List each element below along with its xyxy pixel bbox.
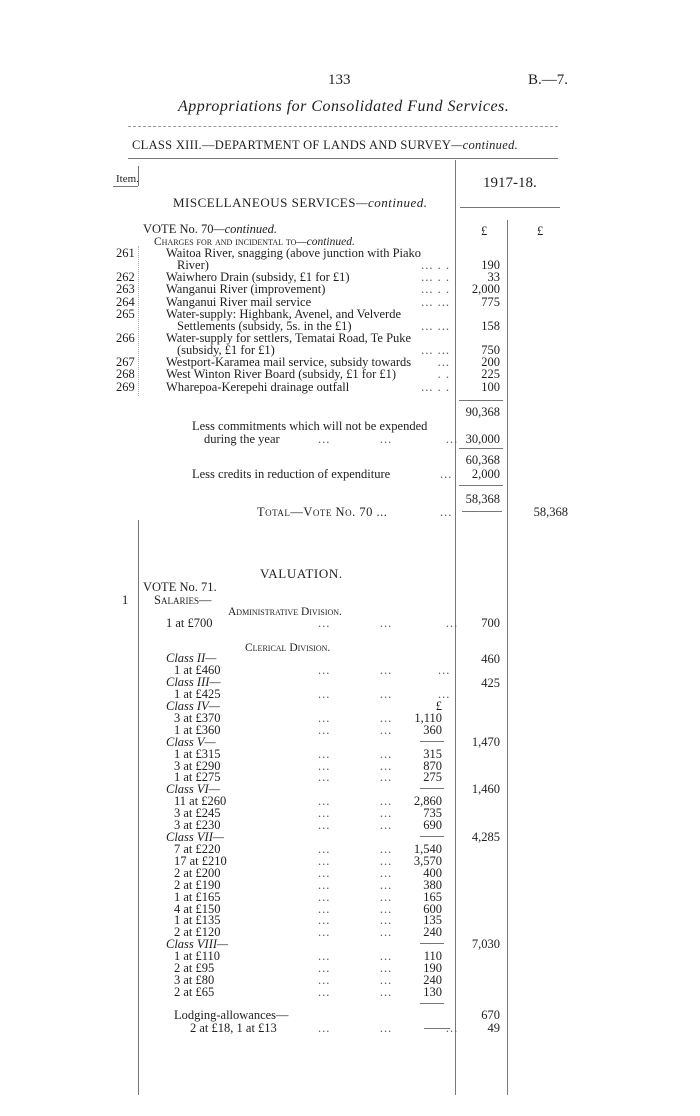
class-row-label: 3 at £230 <box>174 818 221 833</box>
misc-row-amount: 225 <box>481 367 500 382</box>
less-commitments-line-1: Less commitments which will not be expended <box>192 419 428 433</box>
misc-item-number: 267 <box>116 355 135 370</box>
class-row-sub-amount: 400 <box>423 865 442 880</box>
class-row-label: 1 at £275 <box>174 770 221 785</box>
class-row-label: 7 at £220 <box>174 842 221 856</box>
class-row-label: 1 at £460 <box>174 663 221 677</box>
class-heading: Class IV— <box>166 698 220 713</box>
page-number: 133 <box>328 72 351 88</box>
class-row-dots: ... ... <box>318 686 393 701</box>
class-heading: Class VIII— <box>166 937 229 952</box>
class-row-dots: ... ... <box>318 722 393 737</box>
class-row-label: 2 at £120 <box>174 925 221 940</box>
misc-row-amount: 775 <box>481 294 500 309</box>
pound-heading-2: £ <box>537 224 544 238</box>
class-row-label: 3 at £370 <box>174 710 221 725</box>
misc-row-amount: 100 <box>481 379 500 394</box>
misc-row-dots: ... . . <box>421 258 450 272</box>
less-commitments-amount: 30,000 <box>465 432 500 446</box>
class-heading: Class VI— <box>166 782 220 797</box>
class-row-sub-amount: 1,540 <box>413 842 442 856</box>
misc-row-amount: 190 <box>481 258 500 272</box>
class-row-label: 2 at £65 <box>174 984 215 999</box>
class-sum-rule <box>420 788 444 789</box>
class-row-dots: ... ... <box>318 865 393 880</box>
vote-71-heading: VOTE No. 71. <box>143 580 217 594</box>
vote-70-cont: —continued. <box>213 222 278 236</box>
class-row-sub-amount: 240 <box>423 925 442 940</box>
misc-subtotal-2: 60,368 <box>465 453 500 467</box>
class-row-label: 1 at £165 <box>174 889 221 904</box>
class-total: 4,285 <box>471 830 500 844</box>
class-heading <box>132 138 518 152</box>
class-heading: Class III— <box>166 674 221 689</box>
misc-row-dots: ... ... <box>421 343 450 357</box>
class-row-label: 1 at £360 <box>174 722 221 737</box>
class-row-sub-amount: 275 <box>423 770 442 785</box>
left-margin-rule <box>138 520 139 1095</box>
admin-row-label: 1 at £700 <box>166 616 213 630</box>
title-rule <box>128 126 558 127</box>
valuation-item-number: 1 <box>122 593 129 607</box>
lodging-row-dots: ... ... ... <box>318 1021 459 1035</box>
page-reference: B.—7. <box>528 72 569 88</box>
class-row-label: 1 at £110 <box>174 949 221 964</box>
class-heading-cont: —continued. <box>451 138 519 152</box>
misc-heading-cont: —continued. <box>355 195 428 210</box>
misc-row-amount: 158 <box>481 318 500 333</box>
less-commitments-dots: ... ... ... <box>318 432 459 446</box>
misc-row-dots: ... . . <box>421 379 450 394</box>
misc-row-label: Wanganui River mail service <box>166 294 312 309</box>
misc-row-label-cont: River) <box>177 258 209 272</box>
less-credits-dots: ... <box>440 467 453 481</box>
lodging-rule <box>424 1028 450 1029</box>
less-credits-amount: 2,000 <box>471 467 500 481</box>
class-row-sub-amount: 110 <box>423 949 442 964</box>
class-sum-rule <box>420 836 444 837</box>
class-row-label: 3 at £290 <box>174 758 221 773</box>
class-row-dots: ... ... <box>318 853 393 868</box>
total-vote-70-label: Total—Vote No. 70 ... <box>257 505 388 519</box>
misc-item-number: 261 <box>116 246 135 260</box>
misc-subtotal-1: 90,368 <box>465 405 500 419</box>
misc-item-number: 263 <box>116 282 135 297</box>
misc-subtotal-3: 58,368 <box>465 492 500 506</box>
misc-row-label: Water-supply for settlers, Tematai Road, Te Puke <box>166 331 412 345</box>
class-row-sub-amount: 130 <box>423 984 442 999</box>
class-heading: Class II— <box>166 651 217 665</box>
misc-row-label: Waitoa River, snagging (above junction with Piako <box>166 246 422 260</box>
misc-row-label: Wanganui River (improvement) <box>166 282 326 297</box>
year-heading: 1917-18. <box>483 175 537 191</box>
total-vote-70-amount: 58,368 <box>533 505 568 519</box>
class-rule <box>128 158 558 159</box>
class-row-label: 1 at £425 <box>174 686 221 701</box>
class-row-dots: ... ... <box>318 949 393 964</box>
class-row-label: 2 at £95 <box>174 961 215 976</box>
class-row-sub-amount: 135 <box>423 913 442 928</box>
lodging-allowances-heading: Lodging-allowances— <box>174 1008 289 1022</box>
class-heading: Class VII— <box>166 830 224 844</box>
class-row-dots: ... ... <box>318 758 393 773</box>
page-title: Appropriations for Consolidated Fund Services. <box>178 98 510 115</box>
class-row-sub-amount: 240 <box>423 973 442 987</box>
misc-row-label: Waiwhero Drain (subsidy, £1 for £1) <box>166 270 350 285</box>
total-rule <box>462 511 502 512</box>
misc-row-label: Wharepoa-Kerepehi drainage outfall <box>166 379 350 394</box>
class-row-dots: ... ... <box>318 818 393 833</box>
class-sum-rule <box>420 1003 444 1004</box>
pound-sign: £ <box>435 698 442 713</box>
class-row-dots: ... ... <box>318 663 393 677</box>
class-row-label: 2 at £200 <box>174 865 221 880</box>
class-total: 460 <box>481 652 500 666</box>
misc-row-amount: 2,000 <box>471 282 500 297</box>
class-row-label: 1 at £135 <box>174 913 221 928</box>
class-row-sub-amount: 3,570 <box>413 853 442 868</box>
class-row-dots: ... ... <box>318 913 393 928</box>
misc-item-number: 268 <box>116 367 135 382</box>
class-row-sub-amount: 1,110 <box>414 710 442 725</box>
class-row-label: 3 at £245 <box>174 806 221 821</box>
misc-row-dots: . . <box>437 367 450 382</box>
class-row-sub-amount: 165 <box>423 889 442 904</box>
misc-row-dots: ... . . <box>421 282 450 297</box>
less-credits-label: Less credits in reduction of expenditure <box>192 467 391 481</box>
class-row-label: 11 at £260 <box>174 794 227 809</box>
class-sum-rule <box>420 943 444 944</box>
misc-item-number: 266 <box>116 331 135 345</box>
misc-item-number: 269 <box>116 379 135 394</box>
class-row-sub-amount: 190 <box>423 961 442 976</box>
class-row-dots: ... ... <box>318 925 393 940</box>
class-row-dots: ... ... <box>318 889 393 904</box>
misc-row-label: Water-supply: Highbank, Avenel, and Velverde <box>166 306 402 321</box>
class-total: 1,470 <box>471 734 500 749</box>
class-row-sub-amount: 735 <box>423 806 442 821</box>
class-row-dots: ... ... <box>318 901 393 916</box>
pound-heading-1: £ <box>481 224 488 238</box>
class-total: 425 <box>481 675 500 690</box>
administrative-division-heading: Administrative Division. <box>228 606 342 618</box>
less-commitments-line-2: during the year <box>204 432 280 446</box>
charges-text: Charges for and incidental to <box>154 236 297 248</box>
misc-row-dots: ... <box>437 355 450 370</box>
class-row-dots: ... ... <box>318 842 393 856</box>
item-column-rule <box>138 166 139 186</box>
class-row-dots: ... ... <box>318 877 393 892</box>
class-heading: Class V— <box>166 734 216 749</box>
misc-item-number: 264 <box>116 294 135 309</box>
misc-row-label-cont: (subsidy, £1 for £1) <box>177 343 275 357</box>
lodging-amount-2: 49 <box>487 1021 500 1035</box>
valuation-heading: VALUATION. <box>260 566 343 581</box>
class-row-end-dots: ... <box>438 663 451 677</box>
misc-row-label-cont: Settlements (subsidy, 5s. in the £1) <box>177 318 352 333</box>
class-total: 1,460 <box>471 782 500 797</box>
misc-item-number: 262 <box>116 270 135 285</box>
item-margin-rule <box>138 246 139 396</box>
misc-row-dots: ... ... <box>421 318 450 333</box>
salaries-heading: Salaries— <box>154 593 212 607</box>
misc-row-label: West Winton River Board (subsidy, £1 for £1) <box>166 367 397 382</box>
class-row-sub-amount: 380 <box>423 877 442 892</box>
misc-row-amount: 200 <box>481 355 500 370</box>
vote-70-heading <box>143 222 277 236</box>
class-heading-text: CLASS XIII.—DEPARTMENT OF LANDS AND SURVEY <box>132 138 452 152</box>
vote-70-text: VOTE No. 70 <box>143 222 214 236</box>
subtotal-2-rule <box>459 448 503 449</box>
item-header-rule <box>113 186 138 187</box>
class-row-dots: ... ... <box>318 710 393 725</box>
item-column-header: Item. <box>116 173 139 185</box>
amount-column-rule-right <box>507 220 508 1095</box>
class-row-sub-amount: 600 <box>423 901 442 916</box>
class-row-dots: ... ... <box>318 770 393 785</box>
misc-heading <box>173 196 428 210</box>
year-rule <box>460 207 560 208</box>
class-row-dots: ... ... <box>318 746 393 761</box>
class-row-label: 2 at £190 <box>174 877 221 892</box>
class-row-sub-amount: 315 <box>423 746 442 761</box>
admin-row-dots: ... ... ... <box>318 616 459 630</box>
lodging-amount-1: 670 <box>481 1008 500 1022</box>
misc-row-dots: ... . . <box>421 270 450 285</box>
lodging-row-label: 2 at £18, 1 at £13 <box>190 1021 277 1035</box>
subtotal-1-rule <box>459 400 503 401</box>
class-row-end-dots: ... <box>438 686 451 701</box>
class-row-dots: ... ... <box>318 973 393 987</box>
class-row-label: 17 at £210 <box>174 853 227 868</box>
charges-cont: —continued. <box>296 236 355 248</box>
class-row-sub-amount: 360 <box>423 722 442 737</box>
admin-row-amount: 700 <box>481 616 500 630</box>
clerical-division-heading: Clerical Division. <box>245 642 331 654</box>
class-sum-rule <box>420 741 444 742</box>
misc-row-label: Westport-Karamea mail service, subsidy towards <box>166 355 412 370</box>
misc-heading-text: MISCELLANEOUS SERVICES <box>173 195 356 210</box>
misc-item-number: 265 <box>116 306 135 321</box>
class-row-dots: ... ... <box>318 806 393 821</box>
class-row-sub-amount: 2,860 <box>413 794 442 809</box>
class-row-dots: ... ... <box>318 794 393 809</box>
misc-row-amount: 33 <box>487 270 500 285</box>
misc-row-dots: ... ... <box>421 294 450 309</box>
class-row-sub-amount: 870 <box>423 758 442 773</box>
class-row-label: 3 at £80 <box>174 973 215 987</box>
subtotal-3-rule <box>459 485 503 486</box>
class-row-label: 1 at £315 <box>174 746 221 761</box>
class-row-dots: ... ... <box>318 984 393 999</box>
class-row-sub-amount: 690 <box>423 818 442 833</box>
misc-row-amount: 750 <box>481 343 500 357</box>
class-row-label: 4 at £150 <box>174 901 221 916</box>
total-vote-70-dots: ... <box>440 505 453 519</box>
class-row-dots: ... ... <box>318 961 393 976</box>
class-total: 7,030 <box>471 937 500 952</box>
